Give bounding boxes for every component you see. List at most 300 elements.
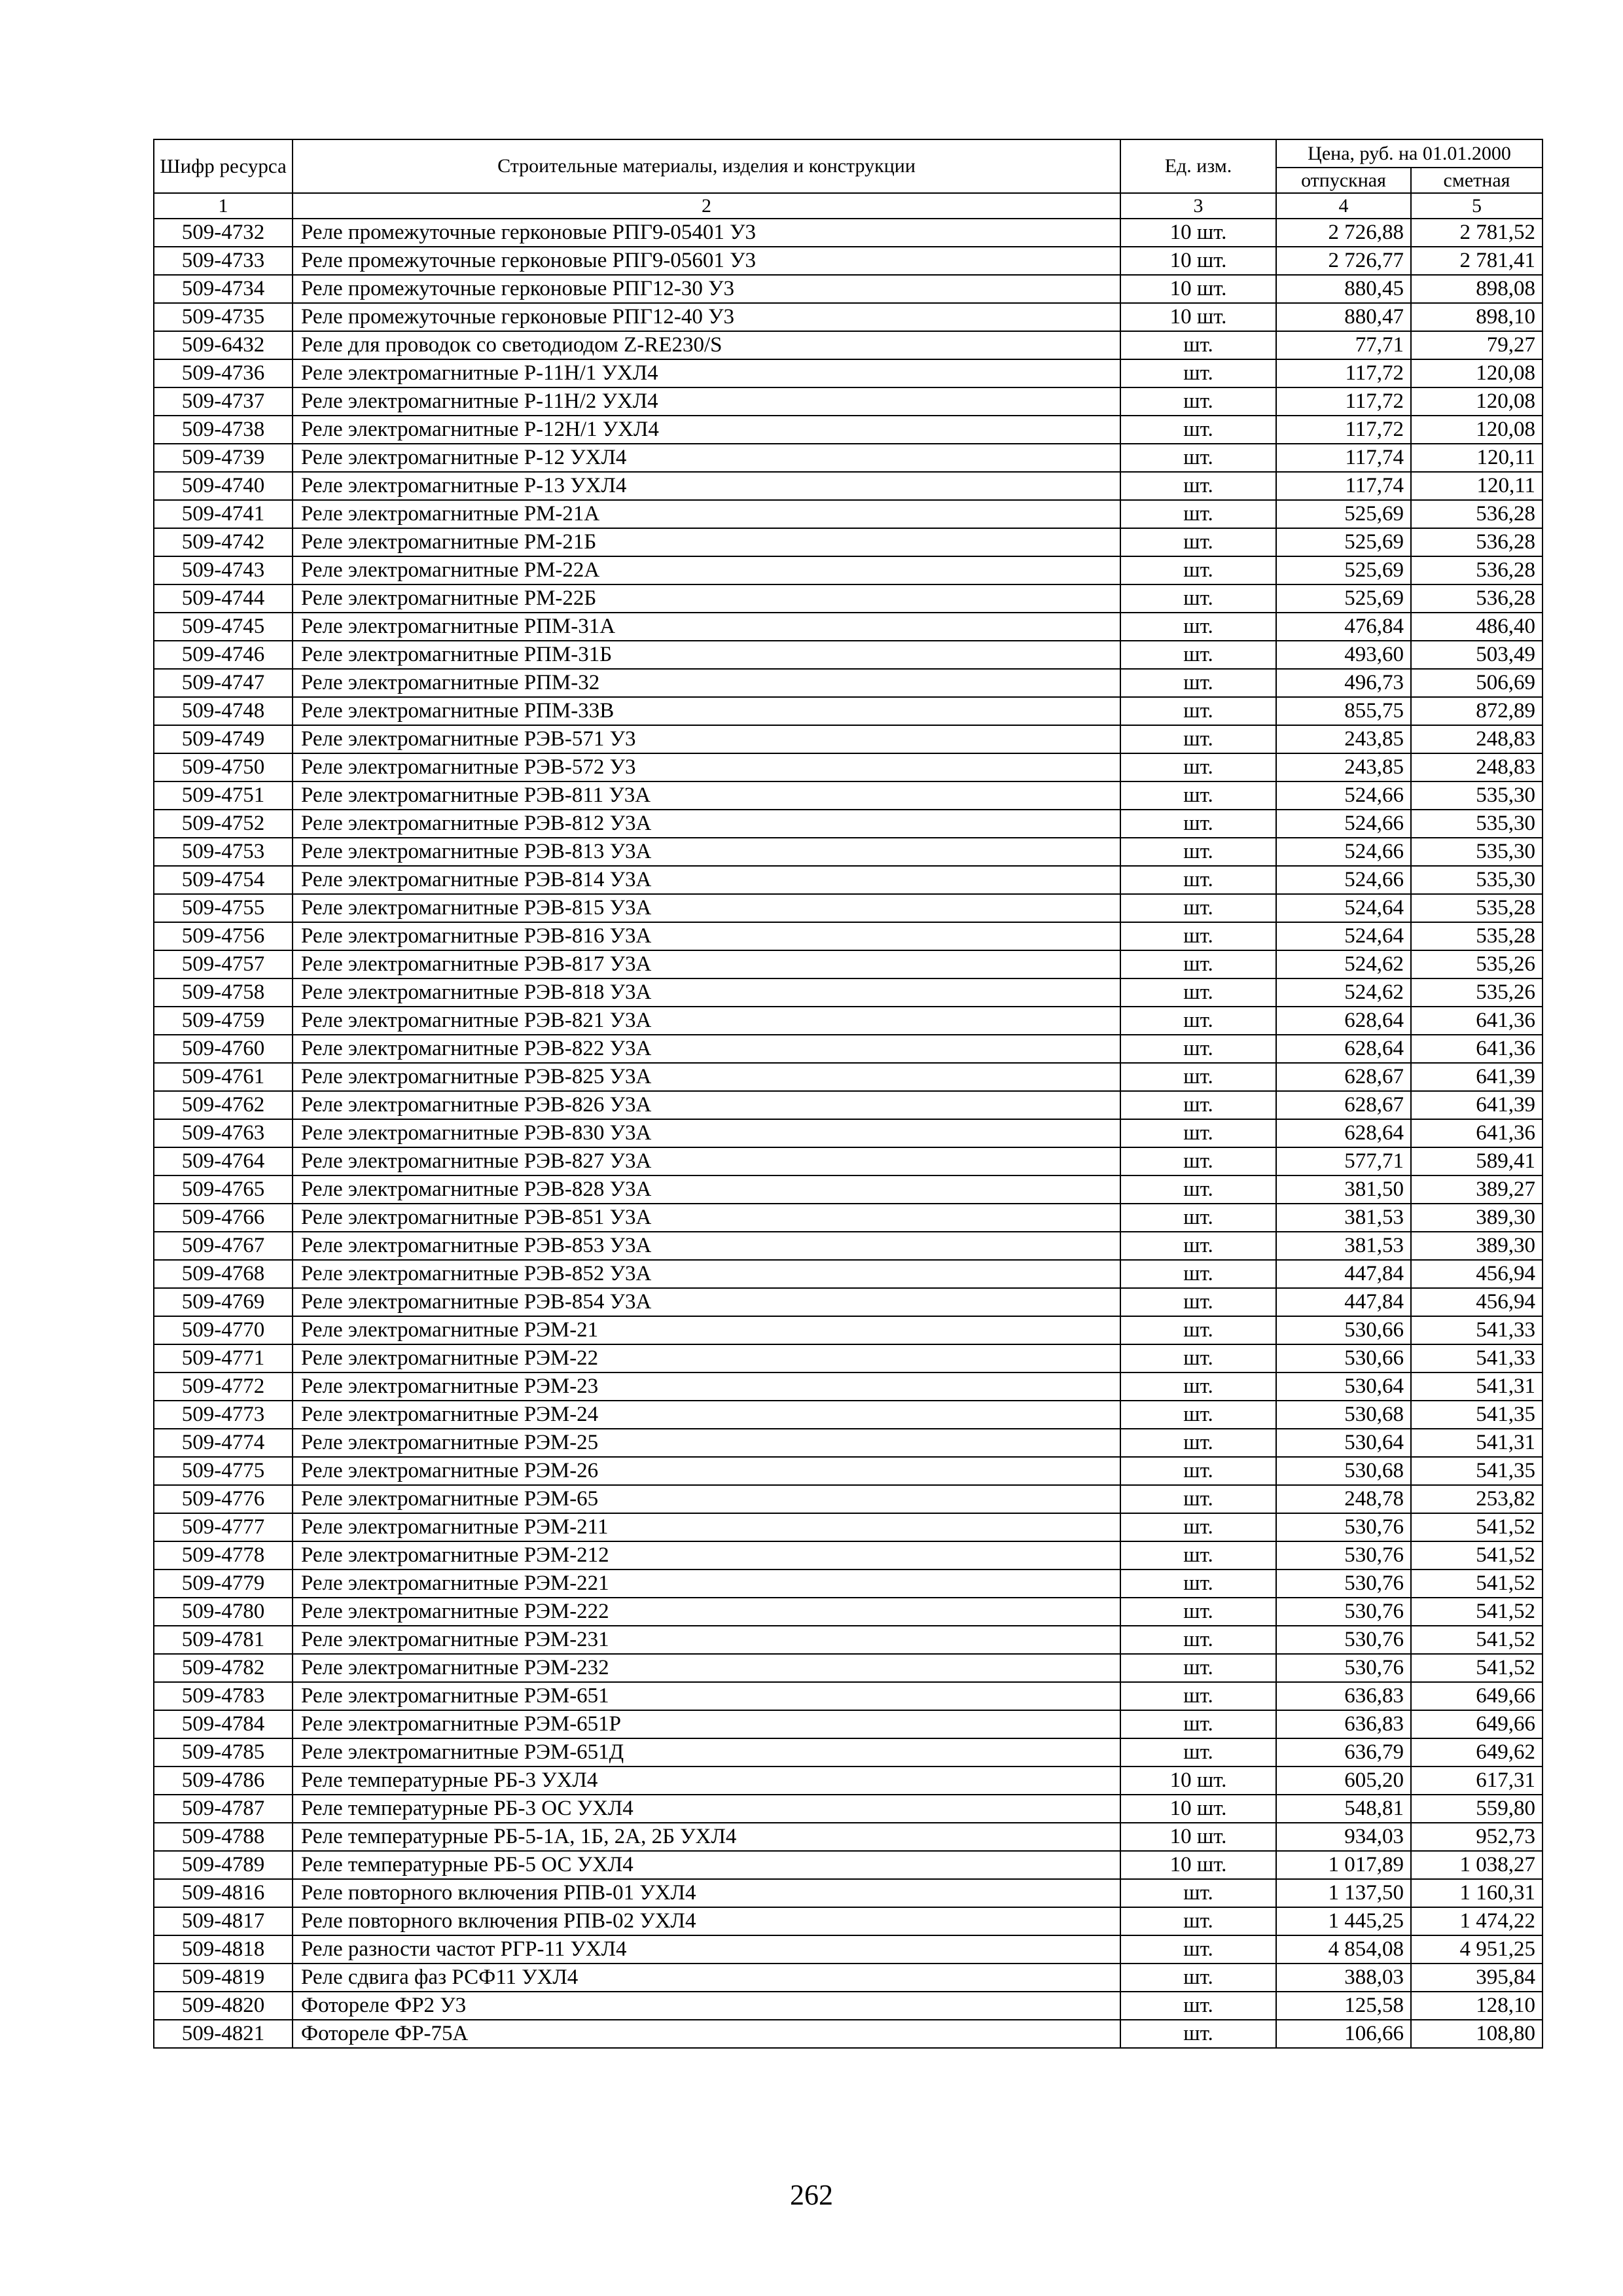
material-name-cell: Реле электромагнитные РЭМ-651 <box>293 1682 1120 1710</box>
release-price-cell: 636,79 <box>1276 1738 1411 1767</box>
resource-code-cell: 509-4789 <box>154 1851 293 1879</box>
resource-code-cell: 509-4821 <box>154 2020 293 2048</box>
material-name-cell: Реле электромагнитные РЭВ-571 У3 <box>293 725 1120 753</box>
unit-cell: шт. <box>1120 697 1276 725</box>
estimate-price-cell: 506,69 <box>1411 669 1543 697</box>
estimate-price-cell: 952,73 <box>1411 1823 1543 1851</box>
release-price-cell: 855,75 <box>1276 697 1411 725</box>
estimate-price-cell: 535,30 <box>1411 866 1543 894</box>
unit-cell: 10 шт. <box>1120 219 1276 247</box>
resource-code-cell: 509-4777 <box>154 1513 293 1541</box>
unit-cell: шт. <box>1120 416 1276 444</box>
release-price-cell: 388,03 <box>1276 1964 1411 1992</box>
material-name-cell: Реле промежуточные герконовые РПГ12-40 У3 <box>293 303 1120 331</box>
unit-cell: шт. <box>1120 1457 1276 1485</box>
table-row <box>154 1598 1543 1626</box>
release-price-cell: 447,84 <box>1276 1288 1411 1316</box>
estimate-price-cell: 1 160,31 <box>1411 1879 1543 1907</box>
unit-cell: 10 шт. <box>1120 1851 1276 1879</box>
release-price-cell: 530,76 <box>1276 1654 1411 1682</box>
resource-code-cell: 509-4769 <box>154 1288 293 1316</box>
table-row <box>154 894 1543 922</box>
release-price-cell: 1 017,89 <box>1276 1851 1411 1879</box>
table-row <box>154 1964 1543 1992</box>
release-price-cell: 125,58 <box>1276 1992 1411 2020</box>
unit-cell: шт. <box>1120 1063 1276 1091</box>
unit-cell: 10 шт. <box>1120 247 1276 275</box>
resource-code-cell: 509-4748 <box>154 697 293 725</box>
release-price-cell: 117,72 <box>1276 416 1411 444</box>
material-name-cell: Реле электромагнитные РЭМ-25 <box>293 1429 1120 1457</box>
estimate-price-cell: 541,52 <box>1411 1626 1543 1654</box>
unit-cell: шт. <box>1120 1626 1276 1654</box>
release-price-cell: 248,78 <box>1276 1485 1411 1513</box>
unit-cell: 10 шт. <box>1120 1823 1276 1851</box>
table-row <box>154 1147 1543 1175</box>
unit-cell: шт. <box>1120 1119 1276 1147</box>
table-row <box>154 866 1543 894</box>
release-price-cell: 880,47 <box>1276 303 1411 331</box>
material-name-cell: Реле электромагнитные РЭМ-212 <box>293 1541 1120 1570</box>
unit-cell: 10 шт. <box>1120 1795 1276 1823</box>
estimate-price-cell: 535,30 <box>1411 838 1543 866</box>
release-price-cell: 530,66 <box>1276 1344 1411 1372</box>
unit-cell: шт. <box>1120 1682 1276 1710</box>
material-name-cell: Фотореле ФР2 У3 <box>293 1992 1120 2020</box>
unit-cell: шт. <box>1120 922 1276 950</box>
unit-cell: шт. <box>1120 1316 1276 1344</box>
estimate-price-cell: 2 781,41 <box>1411 247 1543 275</box>
material-name-cell: Реле электромагнитные РПМ-32 <box>293 669 1120 697</box>
header-price-release: отпускная <box>1276 168 1411 193</box>
resource-code-cell: 509-4818 <box>154 1935 293 1964</box>
resource-code-cell: 509-4756 <box>154 922 293 950</box>
release-price-cell: 530,76 <box>1276 1541 1411 1570</box>
header-unit: Ед. изм. <box>1120 139 1276 193</box>
material-name-cell: Реле электромагнитные РЭВ-827 У3А <box>293 1147 1120 1175</box>
material-name-cell: Реле электромагнитные РЭМ-651Д <box>293 1738 1120 1767</box>
unit-cell: шт. <box>1120 1372 1276 1401</box>
table-row <box>154 1344 1543 1372</box>
resource-code-cell: 509-4760 <box>154 1035 293 1063</box>
resource-code-cell: 509-4744 <box>154 584 293 613</box>
table-row <box>154 1738 1543 1767</box>
estimate-price-cell: 389,30 <box>1411 1204 1543 1232</box>
unit-cell: шт. <box>1120 1541 1276 1570</box>
resource-code-cell: 509-4742 <box>154 528 293 556</box>
release-price-cell: 524,64 <box>1276 922 1411 950</box>
table-row <box>154 1879 1543 1907</box>
material-name-cell: Реле электромагнитные РЭВ-816 У3А <box>293 922 1120 950</box>
release-price-cell: 636,83 <box>1276 1682 1411 1710</box>
resource-code-cell: 509-4784 <box>154 1710 293 1738</box>
release-price-cell: 493,60 <box>1276 641 1411 669</box>
material-name-cell: Реле температурные РБ-3 УХЛ4 <box>293 1767 1120 1795</box>
estimate-price-cell: 456,94 <box>1411 1260 1543 1288</box>
estimate-price-cell: 120,08 <box>1411 416 1543 444</box>
table-row <box>154 950 1543 978</box>
release-price-cell: 77,71 <box>1276 331 1411 359</box>
material-name-cell: Реле электромагнитные РЭМ-24 <box>293 1401 1120 1429</box>
release-price-cell: 381,53 <box>1276 1204 1411 1232</box>
release-price-cell: 628,64 <box>1276 1035 1411 1063</box>
resource-code-cell: 509-4743 <box>154 556 293 584</box>
resource-code-cell: 509-4782 <box>154 1654 293 1682</box>
release-price-cell: 880,45 <box>1276 275 1411 303</box>
resource-code-cell: 509-4746 <box>154 641 293 669</box>
unit-cell: 10 шт. <box>1120 303 1276 331</box>
estimate-price-cell: 641,39 <box>1411 1091 1543 1119</box>
release-price-cell: 530,76 <box>1276 1626 1411 1654</box>
material-name-cell: Реле электромагнитные РЭМ-221 <box>293 1570 1120 1598</box>
unit-cell: шт. <box>1120 1175 1276 1204</box>
estimate-price-cell: 79,27 <box>1411 331 1543 359</box>
table-row <box>154 1175 1543 1204</box>
unit-cell: шт. <box>1120 2020 1276 2048</box>
column-number: 4 <box>1276 193 1411 219</box>
table-row <box>154 584 1543 613</box>
unit-cell: шт. <box>1120 1992 1276 2020</box>
release-price-cell: 524,62 <box>1276 950 1411 978</box>
material-name-cell: Реле электромагнитные РЭМ-26 <box>293 1457 1120 1485</box>
resource-code-cell: 509-4775 <box>154 1457 293 1485</box>
resource-code-cell: 509-4735 <box>154 303 293 331</box>
table-row <box>154 472 1543 500</box>
release-price-cell: 2 726,77 <box>1276 247 1411 275</box>
material-name-cell: Реле электромагнитные РЭМ-21 <box>293 1316 1120 1344</box>
table-row <box>154 1119 1543 1147</box>
table-row <box>154 1063 1543 1091</box>
table-row <box>154 1654 1543 1682</box>
table-row <box>154 1767 1543 1795</box>
material-name-cell: Реле электромагнитные Р-12 УХЛ4 <box>293 444 1120 472</box>
table-row <box>154 1204 1543 1232</box>
unit-cell: шт. <box>1120 1513 1276 1541</box>
estimate-price-cell: 536,28 <box>1411 556 1543 584</box>
release-price-cell: 524,62 <box>1276 978 1411 1007</box>
estimate-price-cell: 486,40 <box>1411 613 1543 641</box>
estimate-price-cell: 641,36 <box>1411 1119 1543 1147</box>
resource-code-cell: 509-4776 <box>154 1485 293 1513</box>
resource-code-cell: 509-4737 <box>154 387 293 416</box>
estimate-price-cell: 120,11 <box>1411 472 1543 500</box>
estimate-price-cell: 541,35 <box>1411 1457 1543 1485</box>
table-row <box>154 669 1543 697</box>
estimate-price-cell: 395,84 <box>1411 1964 1543 1992</box>
unit-cell: шт. <box>1120 641 1276 669</box>
header-code: Шифр ресурса <box>154 139 293 193</box>
table-row <box>154 1091 1543 1119</box>
resource-code-cell: 509-4773 <box>154 1401 293 1429</box>
resource-code-cell: 509-4766 <box>154 1204 293 1232</box>
table-row <box>154 641 1543 669</box>
release-price-cell: 243,85 <box>1276 753 1411 781</box>
unit-cell: шт. <box>1120 669 1276 697</box>
resource-code-cell: 509-4763 <box>154 1119 293 1147</box>
release-price-cell: 524,66 <box>1276 866 1411 894</box>
material-name-cell: Реле повторного включения РПВ-02 УХЛ4 <box>293 1907 1120 1935</box>
table-row <box>154 810 1543 838</box>
header-name: Строительные материалы, изделия и конструкции <box>293 139 1120 193</box>
resource-code-cell: 509-4754 <box>154 866 293 894</box>
release-price-cell: 525,69 <box>1276 528 1411 556</box>
material-name-cell: Реле электромагнитные Р-13 УХЛ4 <box>293 472 1120 500</box>
unit-cell: шт. <box>1120 331 1276 359</box>
release-price-cell: 530,64 <box>1276 1372 1411 1401</box>
resource-code-cell: 509-4758 <box>154 978 293 1007</box>
material-name-cell: Реле электромагнитные РЭМ-22 <box>293 1344 1120 1372</box>
column-number: 1 <box>154 193 293 219</box>
table-row <box>154 219 1543 247</box>
release-price-cell: 628,67 <box>1276 1091 1411 1119</box>
estimate-price-cell: 535,28 <box>1411 894 1543 922</box>
material-name-cell: Реле электромагнитные РЭВ-572 У3 <box>293 753 1120 781</box>
table-row <box>154 781 1543 810</box>
resource-code-cell: 509-4771 <box>154 1344 293 1372</box>
unit-cell: шт. <box>1120 894 1276 922</box>
unit-cell: шт. <box>1120 1935 1276 1964</box>
table-row <box>154 1682 1543 1710</box>
material-name-cell: Реле электромагнитные РПМ-31А <box>293 613 1120 641</box>
material-name-cell: Реле электромагнитные РЭВ-828 У3А <box>293 1175 1120 1204</box>
estimate-price-cell: 535,26 <box>1411 978 1543 1007</box>
resource-code-cell: 509-4741 <box>154 500 293 528</box>
release-price-cell: 4 854,08 <box>1276 1935 1411 1964</box>
unit-cell: шт. <box>1120 1232 1276 1260</box>
table-row <box>154 1429 1543 1457</box>
material-name-cell: Реле для проводок со светодиодом Z-RE230/S <box>293 331 1120 359</box>
material-name-cell: Реле электромагнитные РЭВ-853 У3А <box>293 1232 1120 1260</box>
material-name-cell: Реле разности частот РГР-11 УХЛ4 <box>293 1935 1120 1964</box>
resource-code-cell: 509-4778 <box>154 1541 293 1570</box>
estimate-price-cell: 898,10 <box>1411 303 1543 331</box>
estimate-price-cell: 1 038,27 <box>1411 1851 1543 1879</box>
resource-code-cell: 509-4732 <box>154 219 293 247</box>
price-table <box>153 139 1543 2049</box>
unit-cell: шт. <box>1120 1035 1276 1063</box>
material-name-cell: Реле электромагнитные РЭМ-222 <box>293 1598 1120 1626</box>
material-name-cell: Реле электромагнитные РЭМ-232 <box>293 1654 1120 1682</box>
table-row <box>154 1316 1543 1344</box>
unit-cell: шт. <box>1120 472 1276 500</box>
unit-cell: шт. <box>1120 1401 1276 1429</box>
release-price-cell: 548,81 <box>1276 1795 1411 1823</box>
material-name-cell: Реле электромагнитные РЭВ-821 У3А <box>293 1007 1120 1035</box>
resource-code-cell: 509-4752 <box>154 810 293 838</box>
resource-code-cell: 509-4770 <box>154 1316 293 1344</box>
unit-cell: шт. <box>1120 1879 1276 1907</box>
table-row <box>154 359 1543 387</box>
resource-code-cell: 509-4751 <box>154 781 293 810</box>
resource-code-cell: 509-4816 <box>154 1879 293 1907</box>
estimate-price-cell: 535,30 <box>1411 781 1543 810</box>
column-number: 5 <box>1411 193 1543 219</box>
table-row <box>154 1513 1543 1541</box>
material-name-cell: Реле электромагнитные РЭВ-818 У3А <box>293 978 1120 1007</box>
table-row <box>154 444 1543 472</box>
table-row <box>154 613 1543 641</box>
table-row <box>154 922 1543 950</box>
estimate-price-cell: 120,08 <box>1411 359 1543 387</box>
unit-cell: 10 шт. <box>1120 1767 1276 1795</box>
material-name-cell: Реле электромагнитные Р-11Н/1 УХЛ4 <box>293 359 1120 387</box>
resource-code-cell: 509-4747 <box>154 669 293 697</box>
material-name-cell: Реле электромагнитные РЭВ-817 У3А <box>293 950 1120 978</box>
resource-code-cell: 509-6432 <box>154 331 293 359</box>
resource-code-cell: 509-4738 <box>154 416 293 444</box>
estimate-price-cell: 536,28 <box>1411 584 1543 613</box>
estimate-price-cell: 2 781,52 <box>1411 219 1543 247</box>
estimate-price-cell: 641,36 <box>1411 1007 1543 1035</box>
estimate-price-cell: 248,83 <box>1411 753 1543 781</box>
unit-cell: шт. <box>1120 1570 1276 1598</box>
release-price-cell: 530,68 <box>1276 1457 1411 1485</box>
material-name-cell: Реле электромагнитные РЭВ-830 У3А <box>293 1119 1120 1147</box>
estimate-price-cell: 641,39 <box>1411 1063 1543 1091</box>
estimate-price-cell: 649,66 <box>1411 1682 1543 1710</box>
material-name-cell: Реле температурные РБ-5-1А, 1Б, 2А, 2Б УХЛ4 <box>293 1823 1120 1851</box>
table-row <box>154 556 1543 584</box>
unit-cell: шт. <box>1120 1485 1276 1513</box>
material-name-cell: Реле электромагнитные РЭМ-231 <box>293 1626 1120 1654</box>
estimate-price-cell: 389,27 <box>1411 1175 1543 1204</box>
release-price-cell: 934,03 <box>1276 1823 1411 1851</box>
release-price-cell: 628,64 <box>1276 1119 1411 1147</box>
material-name-cell: Реле электромагнитные РЭВ-813 У3А <box>293 838 1120 866</box>
resource-code-cell: 509-4768 <box>154 1260 293 1288</box>
unit-cell: шт. <box>1120 613 1276 641</box>
table-row <box>154 387 1543 416</box>
resource-code-cell: 509-4755 <box>154 894 293 922</box>
estimate-price-cell: 617,31 <box>1411 1767 1543 1795</box>
table-row <box>154 528 1543 556</box>
table-row <box>154 1935 1543 1964</box>
material-name-cell: Реле электромагнитные РЭВ-822 У3А <box>293 1035 1120 1063</box>
material-name-cell: Реле электромагнитные РЭВ-852 У3А <box>293 1260 1120 1288</box>
material-name-cell: Реле электромагнитные РПМ-33В <box>293 697 1120 725</box>
release-price-cell: 117,72 <box>1276 387 1411 416</box>
resource-code-cell: 509-4772 <box>154 1372 293 1401</box>
material-name-cell: Реле электромагнитные РЭМ-65 <box>293 1485 1120 1513</box>
resource-code-cell: 509-4739 <box>154 444 293 472</box>
table-header <box>154 139 1543 219</box>
unit-cell: шт. <box>1120 1738 1276 1767</box>
resource-code-cell: 509-4749 <box>154 725 293 753</box>
resource-code-cell: 509-4767 <box>154 1232 293 1260</box>
material-name-cell: Реле электромагнитные Р-12Н/1 УХЛ4 <box>293 416 1120 444</box>
table-row <box>154 1401 1543 1429</box>
release-price-cell: 476,84 <box>1276 613 1411 641</box>
table-row <box>154 1823 1543 1851</box>
material-name-cell: Реле промежуточные герконовые РПГ9-05601 У3 <box>293 247 1120 275</box>
estimate-price-cell: 536,28 <box>1411 500 1543 528</box>
unit-cell: шт. <box>1120 500 1276 528</box>
unit-cell: шт. <box>1120 950 1276 978</box>
unit-cell: шт. <box>1120 1288 1276 1316</box>
unit-cell: шт. <box>1120 753 1276 781</box>
resource-code-cell: 509-4761 <box>154 1063 293 1091</box>
table-row <box>154 500 1543 528</box>
unit-cell: 10 шт. <box>1120 275 1276 303</box>
resource-code-cell: 509-4781 <box>154 1626 293 1654</box>
estimate-price-cell: 872,89 <box>1411 697 1543 725</box>
release-price-cell: 525,69 <box>1276 556 1411 584</box>
unit-cell: шт. <box>1120 1907 1276 1935</box>
unit-cell: шт. <box>1120 1964 1276 1992</box>
release-price-cell: 524,66 <box>1276 781 1411 810</box>
material-name-cell: Реле электромагнитные РЭМ-211 <box>293 1513 1120 1541</box>
resource-code-cell: 509-4779 <box>154 1570 293 1598</box>
unit-cell: шт. <box>1120 1598 1276 1626</box>
resource-code-cell: 509-4817 <box>154 1907 293 1935</box>
unit-cell: шт. <box>1120 1204 1276 1232</box>
estimate-price-cell: 541,52 <box>1411 1541 1543 1570</box>
estimate-price-cell: 649,66 <box>1411 1710 1543 1738</box>
resource-code-cell: 509-4759 <box>154 1007 293 1035</box>
table-row <box>154 416 1543 444</box>
release-price-cell: 524,66 <box>1276 838 1411 866</box>
unit-cell: шт. <box>1120 1710 1276 1738</box>
unit-cell: шт. <box>1120 810 1276 838</box>
column-number: 3 <box>1120 193 1276 219</box>
header-price-group: Цена, руб. на 01.01.2000 <box>1276 139 1543 168</box>
estimate-price-cell: 541,31 <box>1411 1429 1543 1457</box>
table-row <box>154 1485 1543 1513</box>
estimate-price-cell: 541,33 <box>1411 1344 1543 1372</box>
material-name-cell: Реле температурные РБ-3 ОС УХЛ4 <box>293 1795 1120 1823</box>
table-row <box>154 838 1543 866</box>
estimate-price-cell: 389,30 <box>1411 1232 1543 1260</box>
release-price-cell: 530,68 <box>1276 1401 1411 1429</box>
table-row <box>154 725 1543 753</box>
resource-code-cell: 509-4736 <box>154 359 293 387</box>
release-price-cell: 628,64 <box>1276 1007 1411 1035</box>
material-name-cell: Реле повторного включения РПВ-01 УХЛ4 <box>293 1879 1120 1907</box>
material-name-cell: Реле электромагнитные РЭВ-811 У3А <box>293 781 1120 810</box>
table-row <box>154 247 1543 275</box>
estimate-price-cell: 541,52 <box>1411 1570 1543 1598</box>
table-row <box>154 1710 1543 1738</box>
estimate-price-cell: 108,80 <box>1411 2020 1543 2048</box>
estimate-price-cell: 641,36 <box>1411 1035 1543 1063</box>
release-price-cell: 525,69 <box>1276 584 1411 613</box>
column-number: 2 <box>293 193 1120 219</box>
table-row <box>154 1007 1543 1035</box>
unit-cell: шт. <box>1120 725 1276 753</box>
estimate-price-cell: 541,33 <box>1411 1316 1543 1344</box>
release-price-cell: 525,69 <box>1276 500 1411 528</box>
release-price-cell: 530,76 <box>1276 1513 1411 1541</box>
release-price-cell: 2 726,88 <box>1276 219 1411 247</box>
unit-cell: шт. <box>1120 444 1276 472</box>
resource-code-cell: 509-4750 <box>154 753 293 781</box>
table-row <box>154 1232 1543 1260</box>
release-price-cell: 530,76 <box>1276 1570 1411 1598</box>
estimate-price-cell: 589,41 <box>1411 1147 1543 1175</box>
table-row <box>154 1851 1543 1879</box>
header-price-estimate: сметная <box>1411 168 1543 193</box>
estimate-price-cell: 536,28 <box>1411 528 1543 556</box>
release-price-cell: 1 137,50 <box>1276 1879 1411 1907</box>
table-row <box>154 1992 1543 2020</box>
release-price-cell: 577,71 <box>1276 1147 1411 1175</box>
estimate-price-cell: 120,08 <box>1411 387 1543 416</box>
estimate-price-cell: 4 951,25 <box>1411 1935 1543 1964</box>
release-price-cell: 530,66 <box>1276 1316 1411 1344</box>
unit-cell: шт. <box>1120 359 1276 387</box>
unit-cell: шт. <box>1120 528 1276 556</box>
release-price-cell: 1 445,25 <box>1276 1907 1411 1935</box>
